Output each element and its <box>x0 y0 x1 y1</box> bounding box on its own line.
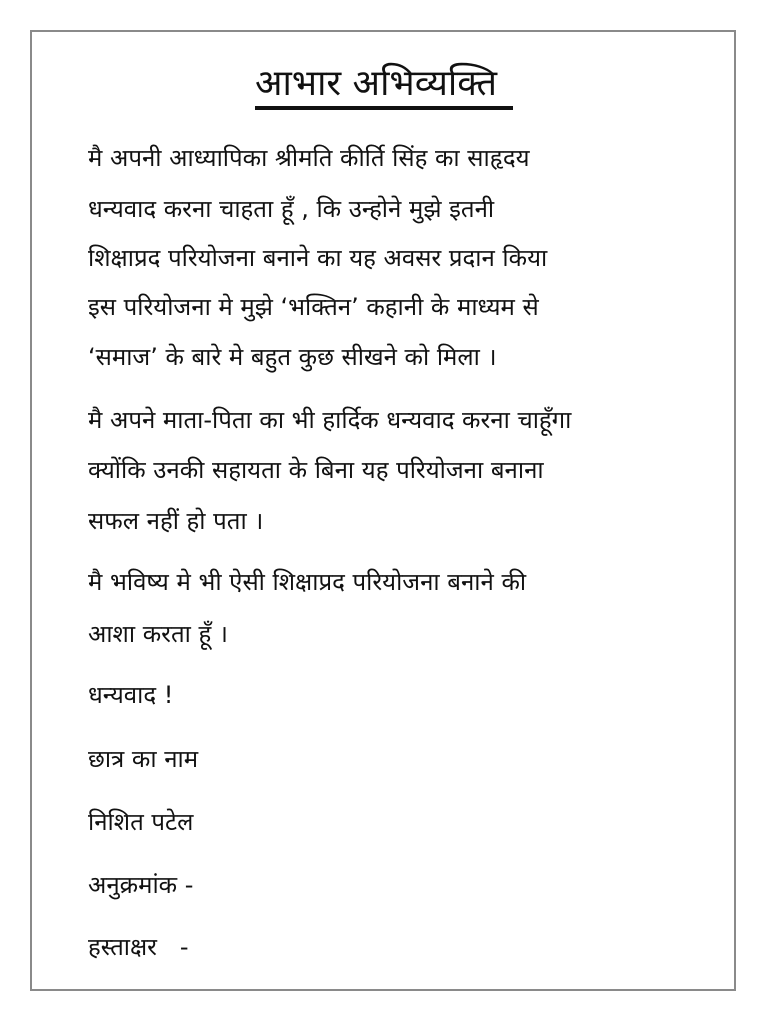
roll-number-label: अनुक्रमांक - <box>88 871 194 899</box>
paragraph-2-line-3: सफल नहीं हो पता । <box>88 507 264 535</box>
signature-label: हस्ताक्षर - <box>88 933 189 961</box>
student-name-label: छात्र का नाम <box>88 745 199 773</box>
thanks-text: धन्यवाद ! <box>88 681 174 709</box>
student-name: निशित पटेल <box>88 808 194 836</box>
paragraph-1-line-3: शिक्षाप्रद परियोजना बनाने का यह अवसर प्रदान किया <box>88 244 548 272</box>
paragraph-3-line-2: आशा करता हूँ । <box>88 620 228 648</box>
paragraph-1-line-5: ‘समाज’ के बारे मे बहुत कुछ सीखने को मिला । <box>88 343 497 371</box>
paragraph-3-line-1: मै भविष्य मे भी ऐसी शिक्षाप्रद परियोजना बनाने की <box>88 568 527 596</box>
title-text: आभार अभिव्यक्ति <box>255 62 513 110</box>
paragraph-2-line-2: क्योंकि उनकी सहायता के बिना यह परियोजना बनाना <box>88 456 544 484</box>
page-title <box>0 62 768 110</box>
paragraph-1-line-1: मै अपनी आध्यापिका श्रीमति कीर्ति सिंह का साहृदय <box>88 144 530 172</box>
paragraph-2-line-1: मै अपने माता-पिता का भी हार्दिक धन्यवाद करना चाहूँगा <box>88 406 572 434</box>
paragraph-1-line-2: धन्यवाद करना चाहता हूँ , कि उन्होने मुझे इतनी <box>88 195 495 223</box>
paragraph-1-line-4: इस परियोजना मे मुझे ‘भक्तिन’ कहानी के माध्यम से <box>88 293 539 321</box>
